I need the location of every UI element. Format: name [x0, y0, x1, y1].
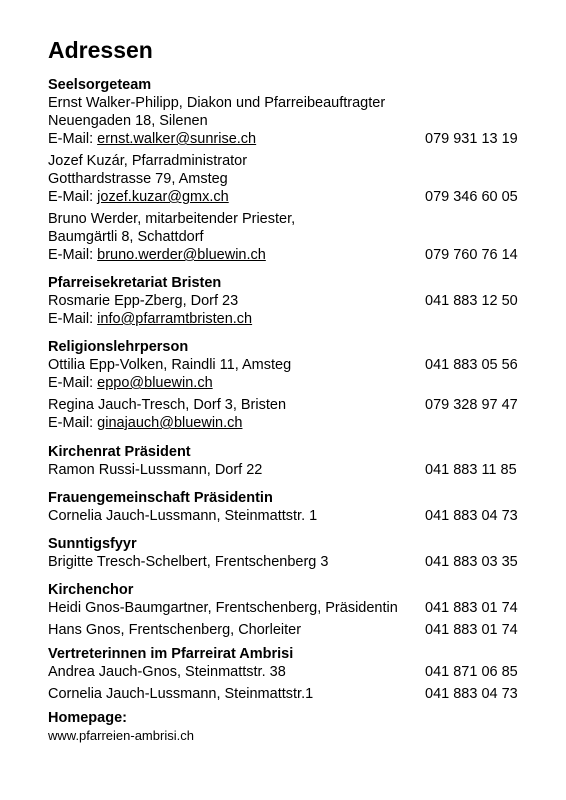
- section-heading: Homepage:: [48, 710, 127, 726]
- email-line: [48, 130, 256, 148]
- phone-number: 041 883 01 74: [425, 600, 518, 616]
- contact-line: Baumgärtli 8, Schattdorf: [48, 229, 204, 245]
- contact-line: Bruno Werder, mitarbeitender Priester,: [48, 211, 296, 227]
- contact-line: Gotthardstrasse 79, Amsteg: [48, 171, 228, 187]
- section-heading: Seelsorgeteam: [48, 77, 152, 93]
- phone-number: 041 883 04 73: [425, 686, 518, 702]
- page-title: Adressen: [48, 37, 153, 63]
- contact-line: Jozef Kuzár, Pfarradministrator: [48, 153, 248, 169]
- contact-line: Regina Jauch-Tresch, Dorf 3, Bristen: [48, 397, 287, 413]
- section-heading: Sunntigsfyyr: [48, 536, 137, 552]
- section-heading: Pfarreisekretariat Bristen: [48, 275, 222, 291]
- section-heading: Vertreterinnen im Pfarreirat Ambrisi: [48, 646, 294, 662]
- email-label: E-Mail:: [48, 375, 98, 391]
- email-label: E-Mail:: [48, 131, 98, 147]
- phone-number: 041 871 06 85: [425, 664, 518, 680]
- phone-number: 079 328 97 47: [425, 397, 518, 413]
- email-label: E-Mail:: [48, 189, 98, 205]
- contact-line: Rosmarie Epp-Zberg, Dorf 23: [48, 293, 239, 309]
- email-line: [48, 246, 266, 264]
- section-heading: Kirchenrat Präsident: [48, 444, 191, 460]
- contact-line: Brigitte Tresch-Schelbert, Frentschenberg 3: [48, 554, 329, 570]
- contact-line: Andrea Jauch-Gnos, Steinmattstr. 38: [48, 664, 286, 680]
- phone-number: 041 883 12 50: [425, 293, 518, 309]
- phone-number: 041 883 04 73: [425, 508, 518, 524]
- contact-line: Ottilia Epp-Volken, Raindli 11, Amsteg: [48, 357, 292, 373]
- contact-line: Cornelia Jauch-Lussmann, Steinmattstr.1: [48, 686, 314, 702]
- email-line: [48, 188, 229, 206]
- email-line: [48, 374, 213, 392]
- email-label: E-Mail:: [48, 311, 98, 327]
- contact-line: Heidi Gnos-Baumgartner, Frentschenberg, Präsidentin: [48, 600, 398, 616]
- contact-line: Neuengaden 18, Silenen: [48, 113, 208, 129]
- email-label: E-Mail:: [48, 247, 98, 263]
- phone-number: 041 883 01 74: [425, 622, 518, 638]
- contact-line: Ramon Russi-Lussmann, Dorf 22: [48, 462, 263, 478]
- email-line: [48, 310, 252, 328]
- section-heading: Kirchenchor: [48, 582, 134, 598]
- email-label: E-Mail:: [48, 415, 98, 431]
- phone-number: 079 760 76 14: [425, 247, 518, 263]
- contact-line: Cornelia Jauch-Lussmann, Steinmattstr. 1: [48, 508, 318, 524]
- section-heading: Religionslehrperson: [48, 339, 189, 355]
- section-heading: Frauengemeinschaft Präsidentin: [48, 490, 273, 506]
- email-link[interactable]: info@pfarramtbristen.ch: [97, 311, 253, 327]
- contact-line: Ernst Walker-Philipp, Diakon und Pfarreibeauftragter: [48, 95, 386, 111]
- email-link[interactable]: ginajauch@bluewin.ch: [97, 415, 243, 431]
- homepage-url: www.pfarreien-ambrisi.ch: [48, 728, 194, 743]
- email-link[interactable]: eppo@bluewin.ch: [97, 375, 213, 391]
- phone-number: 079 931 13 19: [425, 131, 518, 147]
- phone-number: 041 883 03 35: [425, 554, 518, 570]
- email-line: [48, 414, 242, 432]
- email-link[interactable]: bruno.werder@bluewin.ch: [97, 247, 266, 263]
- phone-number: 079 346 60 05: [425, 189, 518, 205]
- email-link[interactable]: ernst.walker@sunrise.ch: [97, 131, 257, 147]
- email-link[interactable]: jozef.kuzar@gmx.ch: [97, 189, 229, 205]
- phone-number: 041 883 05 56: [425, 357, 518, 373]
- contact-line: Hans Gnos, Frentschenberg, Chorleiter: [48, 622, 302, 638]
- phone-number: 041 883 11 85: [425, 462, 517, 478]
